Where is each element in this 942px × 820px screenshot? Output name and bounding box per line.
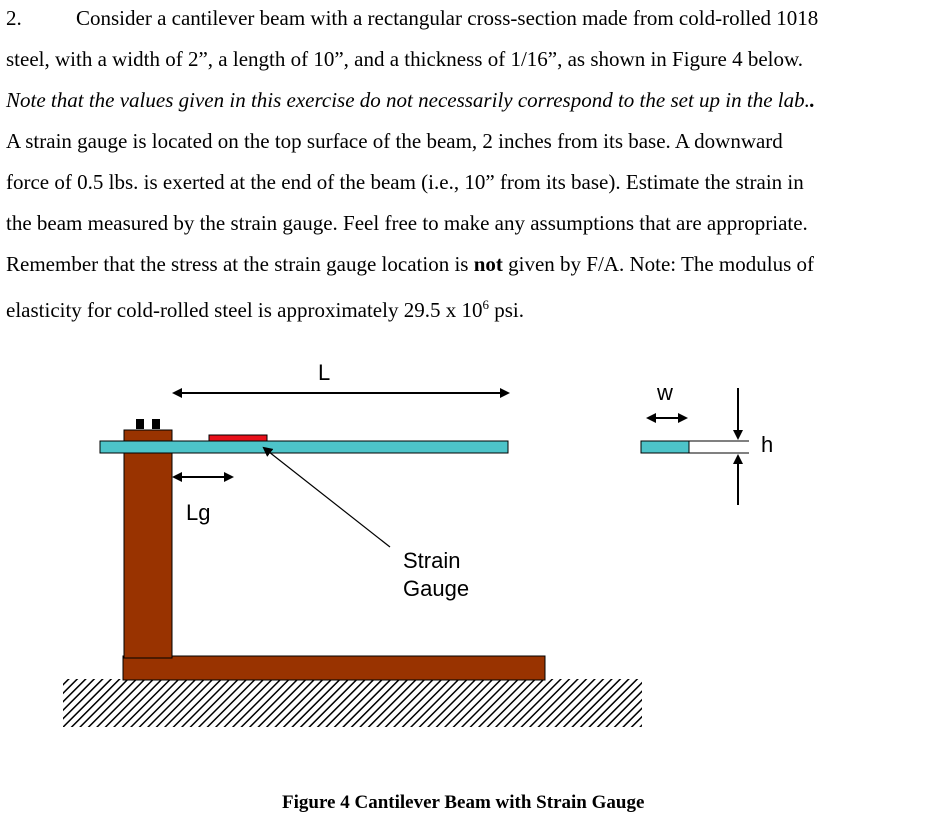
label-w: w xyxy=(657,380,673,405)
problem-line-2: steel, with a width of 2”, a length of 10”, and a thickness of 1/16”, as shown in Figure 4 below. xyxy=(6,47,804,71)
support-post xyxy=(124,430,172,658)
beam xyxy=(100,441,508,453)
problem-line-6: the beam measured by the strain gauge. Feel free to make any assumptions that are appropriate. xyxy=(6,211,808,235)
problem-line-5: force of 0.5 lbs. is exerted at the end of the beam (i.e., 10” from its base). Estimate the strain in xyxy=(6,170,804,194)
note-text: Note that the values given in this exercise do not necessarily correspond to the set up in the lab. xyxy=(6,88,810,112)
gauge-leader-line xyxy=(264,448,390,547)
problem-line-4: A strain gauge is located on the top surface of the beam, 2 inches from its base. A downward xyxy=(6,129,783,153)
clamp-bolt-left xyxy=(136,419,144,429)
ground-hatch xyxy=(63,679,642,727)
label-strain: Strain xyxy=(403,548,461,573)
clamp-bolt-right xyxy=(152,419,160,429)
problem-note-italic xyxy=(6,88,815,112)
problem-line-7 xyxy=(6,252,814,276)
problem-line-8 xyxy=(6,293,524,322)
problem-number: 2. xyxy=(6,6,22,30)
base-plate xyxy=(123,656,545,680)
line7-text-a: Remember that the stress at the strain gauge location is xyxy=(6,252,474,276)
strain-gauge xyxy=(209,435,267,441)
exponent: 6 xyxy=(482,297,489,312)
label-L: L xyxy=(318,360,331,385)
line7-text-b: given by F/A. Note: The modulus of xyxy=(502,252,814,276)
label-Lg: Lg xyxy=(186,500,211,525)
line8-text-a: elasticity for cold-rolled steel is approximately 29.5 x 10 xyxy=(6,298,483,322)
problem-line-1: Consider a cantilever beam with a rectangular cross-section made from cold-rolled 1018 xyxy=(76,6,819,30)
note-period: . xyxy=(809,88,816,112)
figure-caption: Figure 4 Cantilever Beam with Strain Gauge xyxy=(282,792,645,813)
line7-bold-not: not xyxy=(473,252,503,276)
label-gauge: Gauge xyxy=(403,576,470,601)
line8-text-b: psi. xyxy=(488,298,524,322)
cantilever-figure xyxy=(0,340,942,790)
label-h: h xyxy=(761,432,774,457)
cross-section-beam xyxy=(641,441,689,453)
